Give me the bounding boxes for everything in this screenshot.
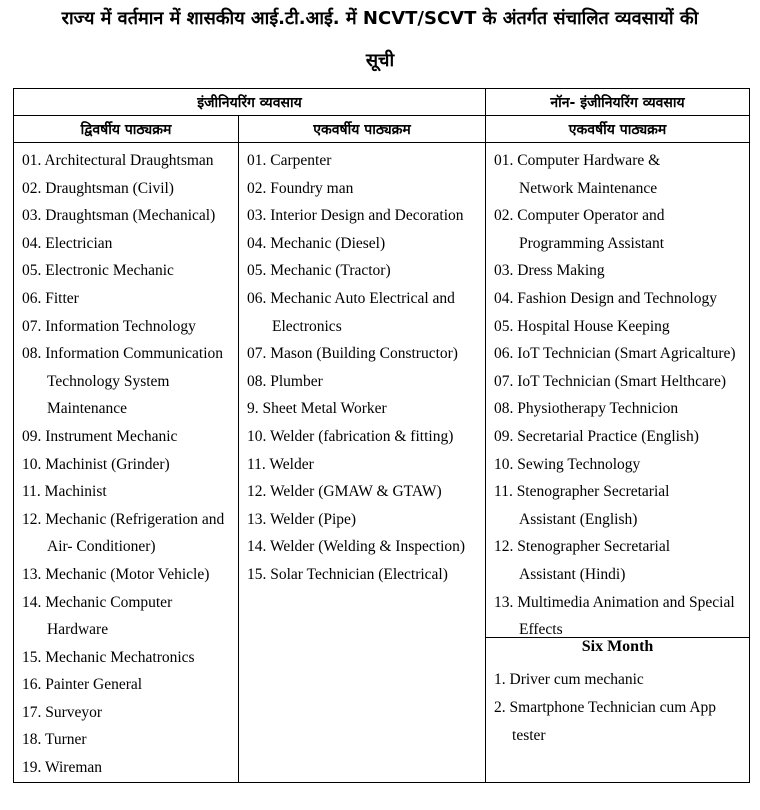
list-item xyxy=(494,368,749,396)
list-item xyxy=(22,423,238,451)
list-item xyxy=(22,202,238,230)
list-item xyxy=(494,423,749,451)
six-month-list xyxy=(486,664,749,750)
list-item-text: 07. Mason (Building Constructor) xyxy=(247,345,458,363)
list-item xyxy=(22,561,238,589)
list-item xyxy=(247,561,485,589)
list-item-text: 13. Mechanic (Motor Vehicle) xyxy=(22,565,210,583)
list-item xyxy=(247,340,485,368)
list-item xyxy=(22,699,238,727)
list-item-text: 9. Sheet Metal Worker xyxy=(247,400,387,418)
list-item-text: 12. Welder (GMAW & GTAW) xyxy=(247,483,442,501)
list-item xyxy=(494,395,749,423)
list-item-text: 07. IoT Technician (Smart Helthcare) xyxy=(494,372,727,390)
non-engineering-list xyxy=(486,143,749,637)
list-item xyxy=(494,666,749,694)
list-item xyxy=(22,147,238,175)
list-item xyxy=(247,285,485,340)
list-item xyxy=(247,395,485,423)
list-item-text: 18. Turner xyxy=(22,731,87,749)
list-item xyxy=(22,726,238,754)
list-item xyxy=(247,533,485,561)
list-item-text: 03. Interior Design and Decoration xyxy=(247,207,464,225)
list-item xyxy=(22,230,238,258)
list-item xyxy=(247,257,485,285)
list-item-continuation: Air- Conditioner) xyxy=(47,538,156,556)
list-item-text: 05. Hospital House Keeping xyxy=(494,317,670,335)
list-item-text: 14. Welder (Welding & Inspection) xyxy=(247,538,466,556)
list-item-text: 02. Computer Operator and xyxy=(494,207,665,225)
list-item-text: 01. Computer Hardware & xyxy=(494,152,661,169)
six-month-header: Six Month xyxy=(486,637,749,664)
list-item xyxy=(22,313,238,341)
list-item-text: 03. Dress Making xyxy=(494,262,605,280)
list-item-text: 13. Multimedia Animation and Special xyxy=(494,593,735,611)
list-item-continuation: Assistant (Hindi) xyxy=(519,565,626,583)
list-item xyxy=(247,506,485,534)
list-item-text: 14. Mechanic Computer xyxy=(22,593,173,611)
list-item-continuation: Programming Assistant xyxy=(519,234,665,252)
list-item xyxy=(494,147,749,202)
non-engineering-header: नॉन- इंजीनियरिंग व्यवसाय xyxy=(486,89,750,116)
list-item xyxy=(494,285,749,313)
document-title-line2: सूची xyxy=(365,50,395,71)
list-item-text: 04. Electrician xyxy=(22,234,113,252)
one-year-non-engineering-header: एकवर्षीय पाठ्यक्रम xyxy=(486,116,750,143)
list-item-continuation: Network Maintenance xyxy=(519,179,658,197)
trades-table xyxy=(13,88,750,783)
list-item-continuation: Electronics xyxy=(272,317,342,335)
list-item-text: 04. Mechanic (Diesel) xyxy=(247,234,386,252)
list-item-text: 03. Draughtsman (Mechanical) xyxy=(22,207,216,225)
two-year-list xyxy=(14,143,239,783)
list-item-text: 06. Mechanic Auto Electrical and xyxy=(247,289,455,307)
list-item xyxy=(247,478,485,506)
one-year-header: एकवर्षीय पाठ्यक्रम xyxy=(239,116,486,143)
list-item-text: 10. Machinist (Grinder) xyxy=(22,455,170,473)
list-item xyxy=(247,202,485,230)
list-item-text: 13. Welder (Pipe) xyxy=(247,510,357,528)
list-item-text: 09. Instrument Mechanic xyxy=(22,427,178,445)
list-item-text: 11. Stenographer Secretarial xyxy=(494,483,670,501)
list-item xyxy=(22,175,238,203)
list-item-text: 04. Fashion Design and Technology xyxy=(494,289,717,307)
list-item-text: 06. IoT Technician (Smart Agricalture) xyxy=(494,345,736,363)
list-item-text: 01. Architectural Draughtsman xyxy=(22,152,214,169)
list-item-continuation: Effects xyxy=(519,621,563,639)
list-item xyxy=(247,230,485,258)
list-item-text: 05. Mechanic (Tractor) xyxy=(247,262,391,280)
list-item-text: 01. Carpenter xyxy=(247,152,332,169)
list-item-text: 2. Smartphone Technician cum App xyxy=(494,699,717,716)
list-item xyxy=(247,368,485,396)
list-item xyxy=(494,533,749,588)
list-item-text: 07. Information Technology xyxy=(22,317,196,335)
list-item xyxy=(22,451,238,479)
list-item xyxy=(494,340,749,368)
list-item-continuation: tester xyxy=(512,727,546,744)
one-year-list xyxy=(239,143,486,783)
list-item-text: 16. Painter General xyxy=(22,676,143,694)
list-item-text: 10. Welder (fabrication & fitting) xyxy=(247,427,454,445)
list-item-text: 08. Information Communication xyxy=(22,345,224,363)
non-engineering-cell xyxy=(486,143,750,783)
list-item-text: 11. Machinist xyxy=(22,483,107,501)
list-item xyxy=(22,478,238,506)
list-item xyxy=(22,754,238,782)
list-item-continuation: Assistant (English) xyxy=(519,510,638,528)
list-item xyxy=(494,589,749,644)
list-item xyxy=(22,506,238,561)
list-item xyxy=(247,175,485,203)
list-item xyxy=(247,423,485,451)
list-item-text: 12. Stenographer Secretarial xyxy=(494,538,671,556)
list-item xyxy=(247,451,485,479)
list-item xyxy=(22,644,238,672)
list-item-text: 02. Draughtsman (Civil) xyxy=(22,179,174,197)
list-item xyxy=(22,340,238,423)
list-item-text: 15. Solar Technician (Electrical) xyxy=(247,565,448,583)
list-item-text: 05. Electronic Mechanic xyxy=(22,262,174,280)
list-item-text: 08. Physiotherapy Technicion xyxy=(494,400,679,418)
list-item xyxy=(494,202,749,257)
list-item xyxy=(494,694,749,750)
list-item-text: 10. Sewing Technology xyxy=(494,455,641,473)
list-item xyxy=(22,589,238,644)
list-item-text: 12. Mechanic (Refrigeration and xyxy=(22,510,225,528)
list-item xyxy=(247,147,485,175)
list-item-continuation: Maintenance xyxy=(47,400,128,418)
list-item xyxy=(494,313,749,341)
list-item-text: 09. Secretarial Practice (English) xyxy=(494,427,699,445)
list-item-text: 11. Welder xyxy=(247,455,314,473)
list-item-text: 06. Fitter xyxy=(22,289,79,307)
list-item-continuation: Technology System xyxy=(47,372,170,390)
document-title-line1: राज्य में वर्तमान में शासकीय आई.टी.आई. में NCVT/SCVT के अंतर्गत संचालित व्यवसायों की xyxy=(61,8,699,29)
list-item-text: 19. Wireman xyxy=(22,759,103,777)
list-item xyxy=(494,478,749,533)
list-item-text: 02. Foundry man xyxy=(247,179,354,197)
list-item-text: 17. Surveyor xyxy=(22,703,103,721)
list-item xyxy=(22,285,238,313)
list-item xyxy=(494,451,749,479)
list-item-text: 08. Plumber xyxy=(247,372,323,390)
list-item xyxy=(22,257,238,285)
list-item-text: 1. Driver cum mechanic xyxy=(494,671,644,688)
list-item-continuation: Hardware xyxy=(47,621,109,639)
engineering-header: इंजीनियरिंग व्यवसाय xyxy=(14,89,486,116)
list-item xyxy=(494,257,749,285)
two-year-header: द्विवर्षीय पाठ्यक्रम xyxy=(14,116,239,143)
list-item-text: 15. Mechanic Mechatronics xyxy=(22,648,195,666)
list-item xyxy=(22,671,238,699)
